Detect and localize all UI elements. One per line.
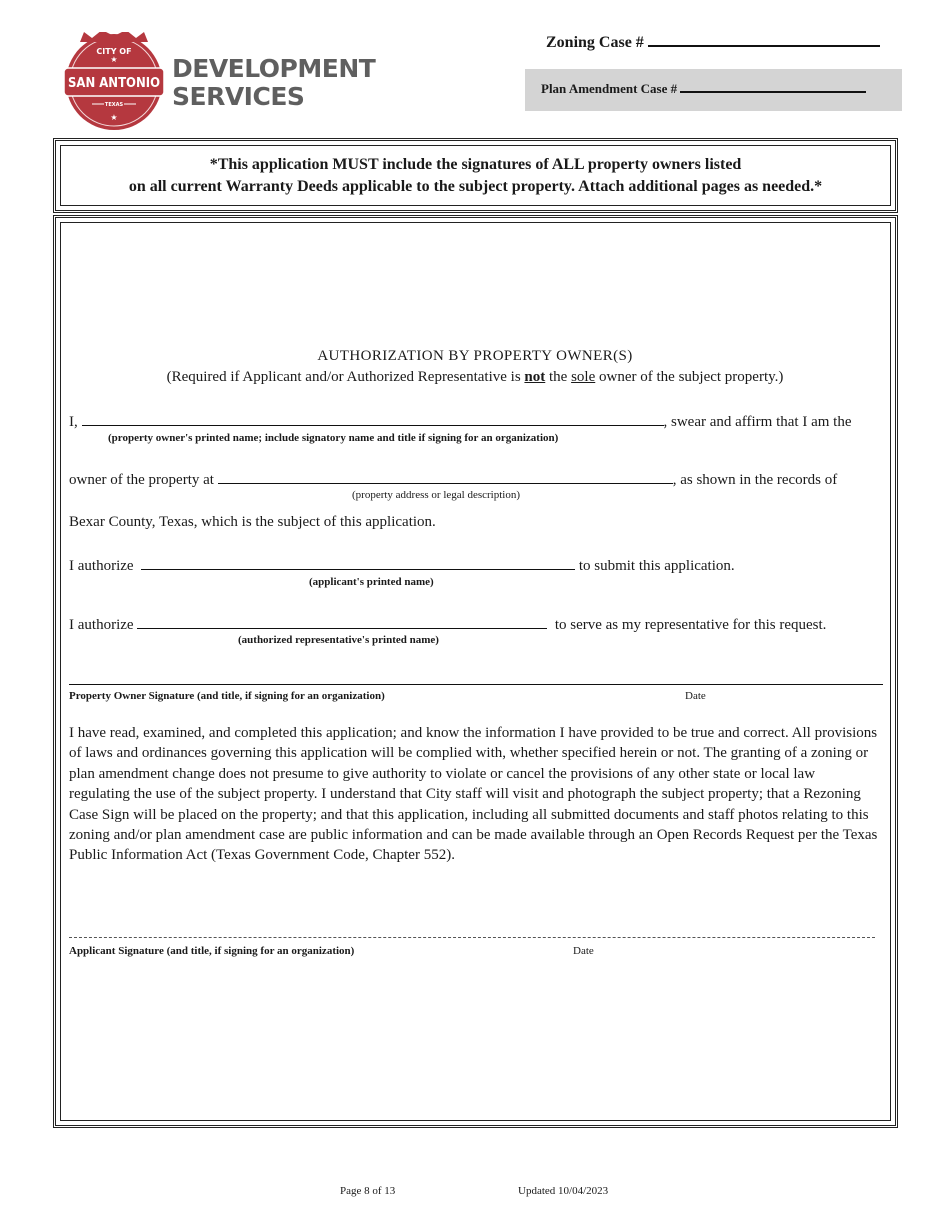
applicant-name-hint: (applicant's printed name) — [309, 576, 434, 588]
applicant-signature-line[interactable] — [69, 937, 875, 938]
authorization-subtitle: (Required if Applicant and/or Authorized Representative is not the sole owner of the subject property.) — [166, 369, 784, 385]
notice-line-2: on all current Warranty Deeds applicable to the subject property. Attach additional pages as needed.* — [128, 178, 823, 195]
footer-updated-date: Updated 10/04/2023 — [518, 1185, 609, 1197]
svg-text:★: ★ — [110, 55, 118, 64]
brand-line-1: DEVELOPMENT — [172, 54, 376, 83]
county-text: Bexar County, Texas, which is the subject of this application. — [69, 514, 436, 530]
authorization-title: AUTHORIZATION BY PROPERTY OWNER(S) — [317, 348, 633, 364]
property-row: owner of the property at , as shown in the records of — [69, 469, 837, 489]
zoning-case-line[interactable] — [648, 45, 880, 47]
owner-name-row: I, , swear and affirm that I am the — [69, 411, 851, 431]
owner-name-hint: (property owner's printed name; include signatory name and title if signing for an organization) — [108, 432, 559, 444]
city-logo — [62, 32, 166, 132]
logo-state-text: TEXAS — [104, 102, 124, 108]
owner-date-label: Date — [685, 690, 706, 702]
plan-amendment-field[interactable] — [541, 81, 866, 97]
applicant-signature-label: Applicant Signature (and title, if signing for an organization) — [69, 945, 355, 957]
plan-amendment-box — [525, 69, 902, 111]
representative-name-hint: (authorized representative's printed name) — [238, 634, 439, 646]
zoning-case-field[interactable] — [546, 34, 880, 52]
plan-amendment-label: Plan Amendment Case # — [541, 81, 678, 96]
plan-amendment-line[interactable] — [680, 91, 866, 93]
property-hint: (property address or legal description) — [352, 489, 520, 501]
property-address-input[interactable] — [218, 469, 673, 484]
owner-name-input[interactable] — [82, 411, 664, 426]
footer-page-number: Page 8 of 13 — [340, 1185, 396, 1197]
applicant-name-input[interactable] — [141, 555, 575, 570]
notice-box — [53, 138, 898, 213]
svg-text:★: ★ — [110, 113, 118, 122]
owner-signature-line[interactable] — [69, 684, 883, 685]
zoning-case-label: Zoning Case # — [546, 34, 644, 51]
applicant-date-label: Date — [573, 945, 594, 957]
owner-signature-label: Property Owner Signature (and title, if signing for an organization) — [69, 690, 385, 702]
notice-text — [56, 154, 895, 198]
brand-line-2: SERVICES — [172, 82, 305, 111]
notice-line-1: *This application MUST include the signatures of ALL property owners listed — [209, 156, 742, 173]
representative-name-input[interactable] — [137, 614, 547, 629]
certification-paragraph: I have read, examined, and completed this application; and know the information I have provided to be true and correct. All provisions of laws and ordinances governing this application will be complied with, whether specified herein or not. The granting of a zoning or plan amendment change does not presume to give authority to violate or cancel the provisions of any other state or local law regulating the use of the subject property. I understand that City staff will visit and photograph the subject property; that a Rezoning Case Sign will be placed on the property; and that this application, including all submitted documents and staff photos relating to this zoning and/or plan amendment case are public information and can be made available through an Open Records Request per the Texas Public Information Act (Texas Government Code, Chapter 552). — [69, 725, 878, 864]
representative-authorize-row: I authorize to serve as my representative for this request. — [69, 614, 826, 634]
logo-city-of-text: CITY OF — [96, 47, 132, 56]
logo-city-text: SAN ANTONIO — [68, 76, 160, 91]
applicant-authorize-row: I authorize to submit this application. — [69, 555, 735, 575]
